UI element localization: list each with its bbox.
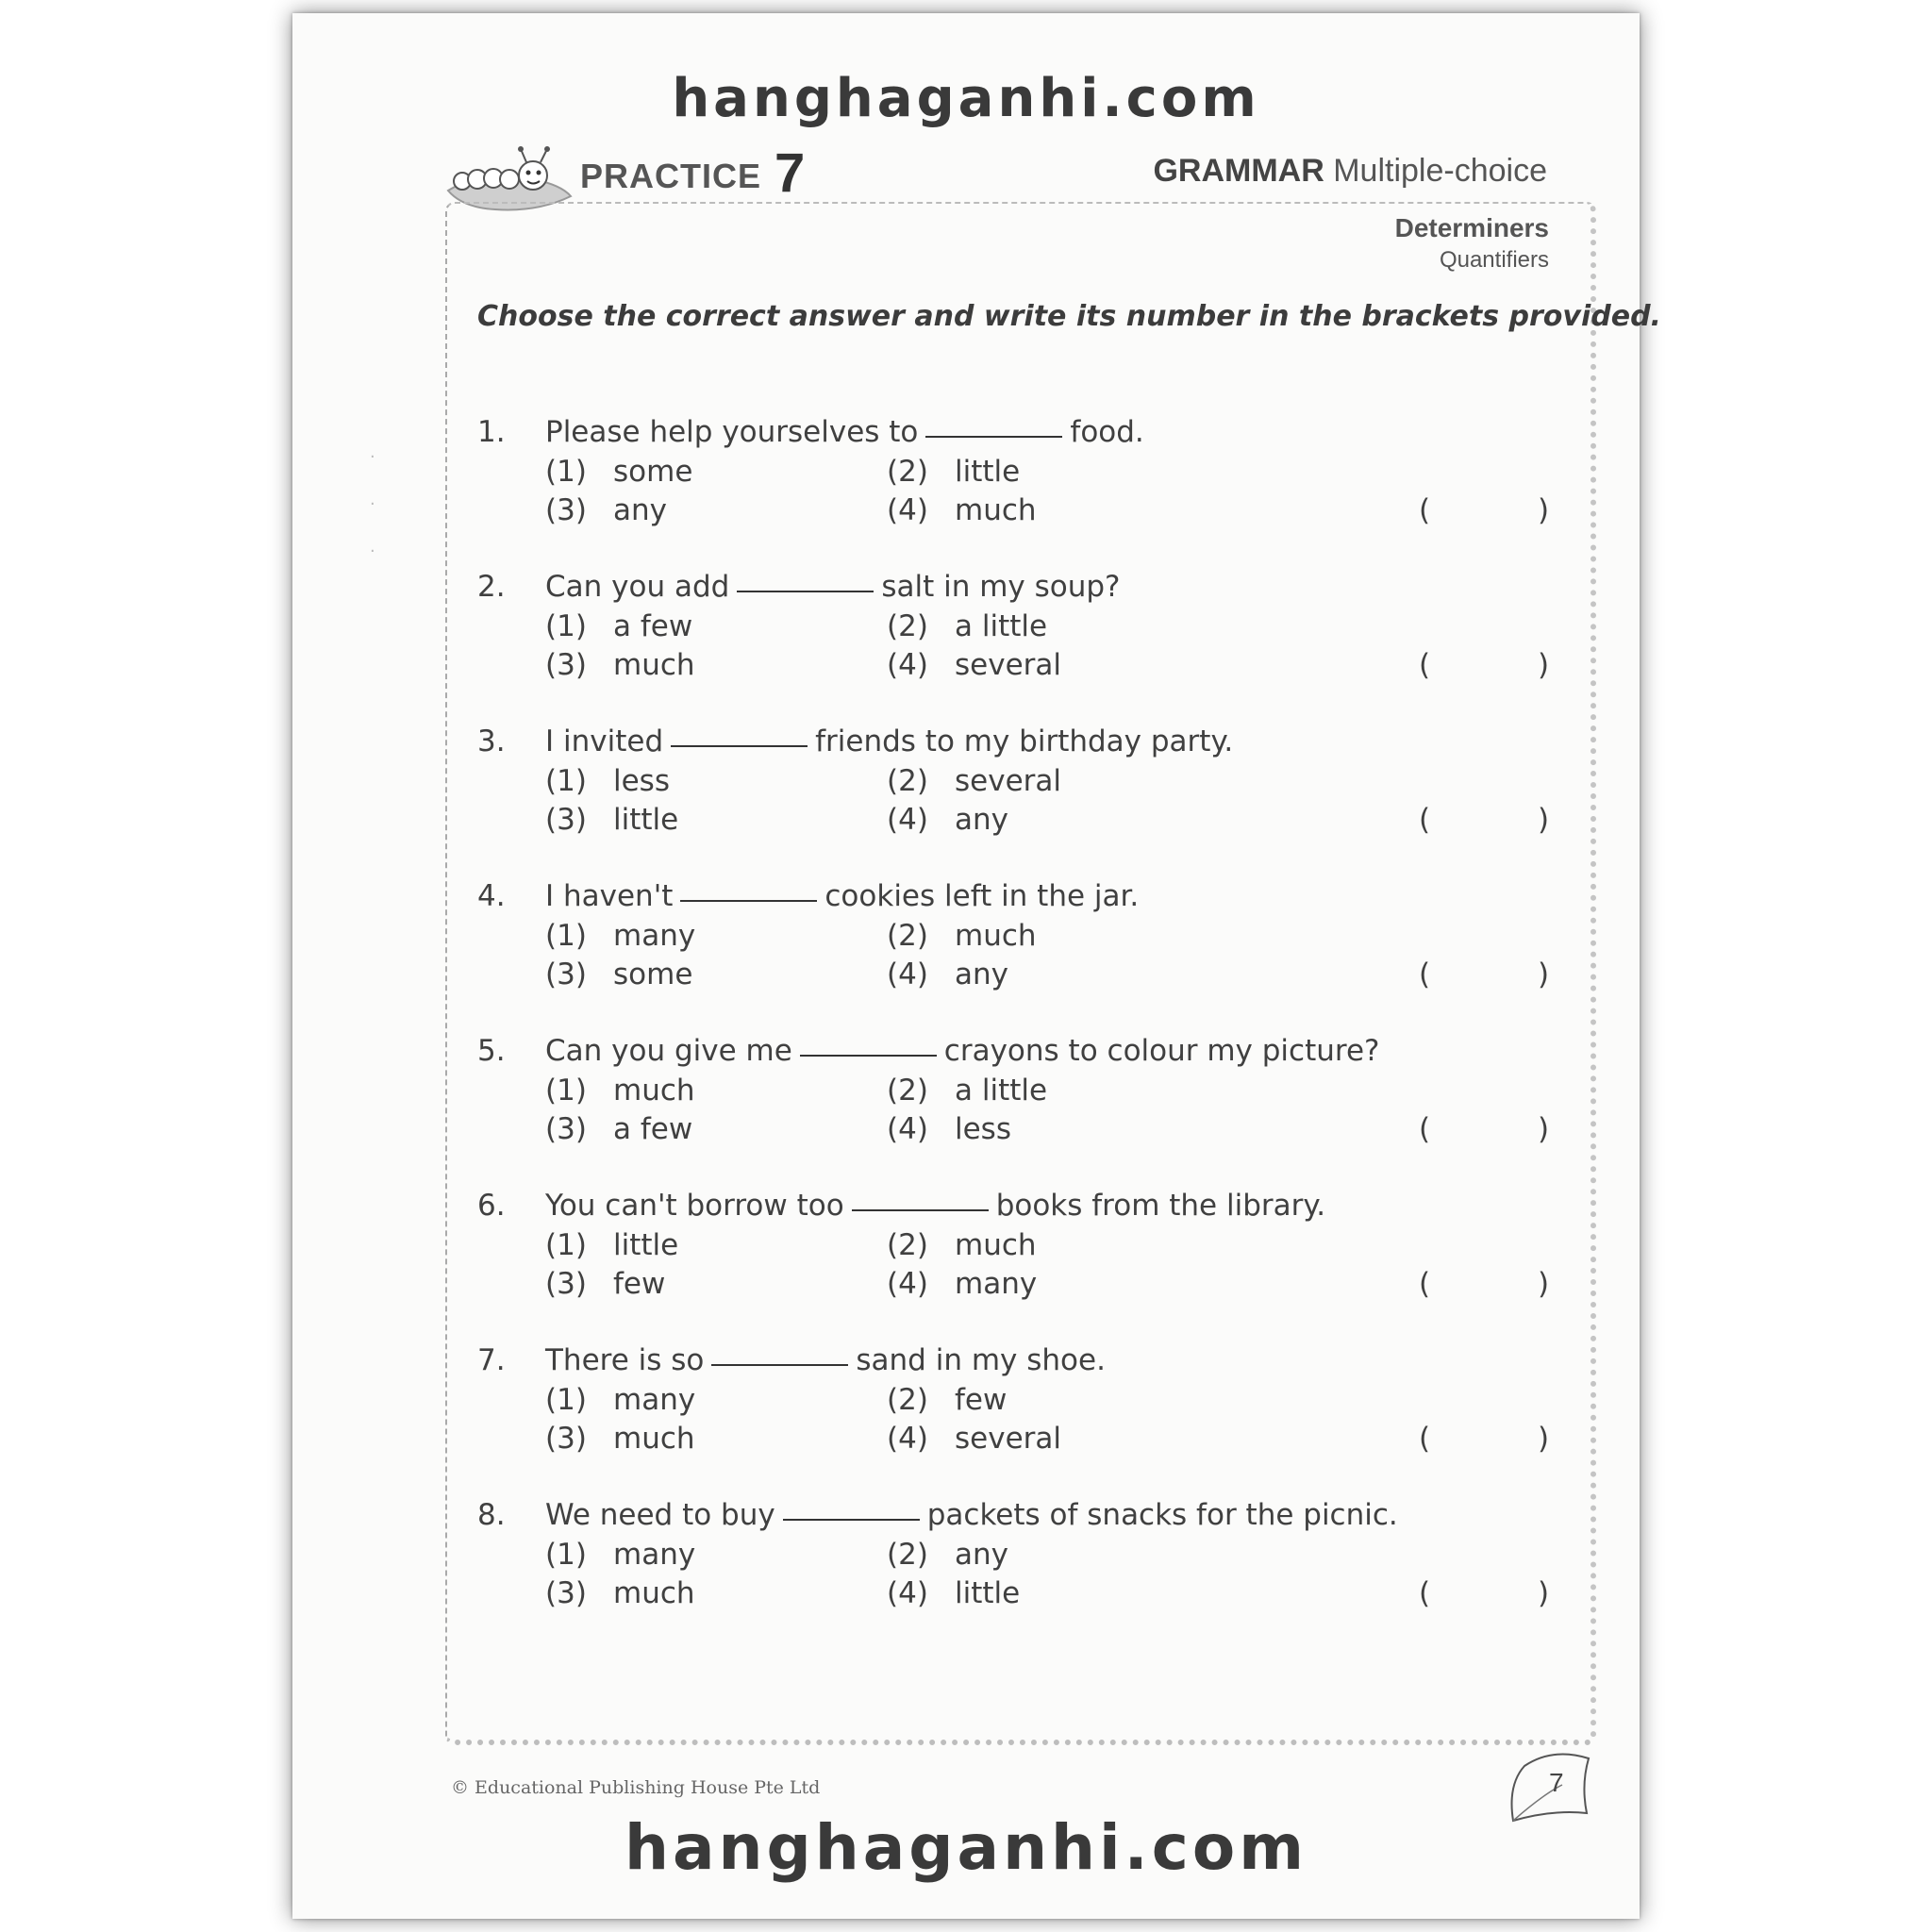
practice-number: 7 — [774, 142, 807, 204]
option-label: (3) — [545, 1112, 587, 1146]
option-text: many — [613, 1383, 696, 1417]
stem-after: sand in my shoe. — [856, 1343, 1106, 1377]
question-item — [477, 415, 1560, 570]
option-label: (3) — [545, 1267, 587, 1301]
option-label: (4) — [887, 958, 928, 991]
option-text: several — [955, 1422, 1061, 1456]
topic-title: Determiners — [1394, 213, 1549, 242]
option-3[interactable] — [545, 493, 667, 527]
option-label: (2) — [887, 1228, 928, 1262]
question-number: 2. — [477, 570, 506, 604]
question-number: 5. — [477, 1034, 506, 1068]
option-4[interactable] — [887, 1267, 1037, 1301]
question-item — [477, 1189, 1560, 1343]
option-3[interactable] — [545, 1576, 695, 1610]
grammar-type: Multiple-choice — [1333, 153, 1547, 189]
question-number: 1. — [477, 415, 506, 449]
answer-bracket-close[interactable]: ) — [1538, 1112, 1550, 1146]
option-label: (1) — [545, 919, 587, 953]
answer-bracket-open[interactable]: ( — [1419, 493, 1431, 527]
option-text: few — [613, 1267, 666, 1301]
answer-bracket-close[interactable]: ) — [1538, 493, 1550, 527]
option-4[interactable] — [887, 958, 1008, 991]
section-heading — [1153, 153, 1547, 190]
option-label: (4) — [887, 1112, 928, 1146]
answer-bracket-close[interactable]: ) — [1538, 648, 1550, 682]
option-text: little — [955, 455, 1021, 489]
option-label: (2) — [887, 1074, 928, 1108]
answer-blank[interactable] — [671, 744, 808, 747]
option-label: (1) — [545, 764, 587, 798]
answer-blank[interactable] — [852, 1208, 989, 1211]
answer-bracket-open[interactable]: ( — [1419, 958, 1431, 991]
option-text: less — [613, 764, 670, 798]
option-label: (1) — [545, 1074, 587, 1108]
answer-bracket-open[interactable]: ( — [1419, 1422, 1431, 1456]
copyright-notice: © Educational Publishing House Pte Ltd — [451, 1777, 821, 1798]
option-4[interactable] — [887, 1112, 1011, 1146]
practice-title — [580, 142, 806, 205]
stem-before: Can you add — [545, 570, 730, 604]
option-label: (1) — [545, 609, 587, 643]
option-text: much — [955, 1228, 1037, 1262]
question-stem — [545, 1034, 1379, 1068]
option-label: (4) — [887, 1576, 928, 1610]
stem-after: books from the library. — [995, 1189, 1326, 1223]
watermark-bottom: hanghaganhi.com — [625, 1811, 1307, 1884]
option-label: (2) — [887, 764, 928, 798]
option-1[interactable] — [545, 1383, 695, 1417]
stem-before: Please help yourselves to — [545, 415, 919, 449]
option-label: (2) — [887, 1383, 928, 1417]
question-number: 8. — [477, 1498, 506, 1532]
option-label: (4) — [887, 1267, 928, 1301]
grammar-label: GRAMMAR — [1153, 153, 1324, 189]
stem-after: cookies left in the jar. — [824, 879, 1140, 913]
option-2[interactable] — [887, 919, 1037, 953]
option-label: (1) — [545, 455, 587, 489]
option-1[interactable] — [545, 1228, 678, 1262]
option-2[interactable] — [887, 764, 1061, 798]
stem-before: There is so — [545, 1343, 705, 1377]
option-text: any — [955, 803, 1008, 837]
option-text: few — [955, 1383, 1008, 1417]
option-label: (2) — [887, 455, 928, 489]
option-label: (4) — [887, 803, 928, 837]
option-3[interactable] — [545, 1422, 695, 1456]
option-text: much — [613, 1576, 695, 1610]
topic-subtitle: Quantifiers — [1439, 247, 1549, 273]
answer-blank[interactable] — [711, 1363, 848, 1366]
question-stem — [545, 1498, 1398, 1532]
question-number: 7. — [477, 1343, 506, 1377]
option-text: many — [613, 919, 696, 953]
option-text: a few — [613, 1112, 693, 1146]
option-text: several — [955, 648, 1061, 682]
option-1[interactable] — [545, 1074, 695, 1108]
option-text: some — [613, 958, 693, 991]
option-text: much — [955, 493, 1037, 527]
question-stem — [545, 570, 1121, 604]
option-1[interactable] — [545, 1538, 695, 1572]
option-label: (3) — [545, 1576, 587, 1610]
stem-after: salt in my soup? — [881, 570, 1121, 604]
question-item — [477, 1034, 1560, 1189]
question-stem — [545, 724, 1233, 758]
option-text: many — [613, 1538, 696, 1572]
option-label: (1) — [545, 1228, 587, 1262]
stem-after: crayons to colour my picture? — [943, 1034, 1380, 1068]
question-number: 4. — [477, 879, 506, 913]
option-text: a little — [955, 609, 1048, 643]
option-text: many — [955, 1267, 1038, 1301]
option-label: (3) — [545, 493, 587, 527]
option-4[interactable] — [887, 648, 1061, 682]
option-text: some — [613, 455, 693, 489]
answer-bracket-close[interactable]: ) — [1538, 803, 1550, 837]
option-3[interactable] — [545, 1267, 665, 1301]
option-2[interactable] — [887, 1228, 1037, 1262]
option-2[interactable] — [887, 1383, 1007, 1417]
option-label: (3) — [545, 648, 587, 682]
stem-before: You can't borrow too — [545, 1189, 844, 1223]
question-item — [477, 570, 1560, 724]
option-text: much — [613, 1074, 695, 1108]
answer-blank[interactable] — [925, 435, 1062, 438]
answer-blank[interactable] — [737, 590, 874, 592]
option-2[interactable] — [887, 455, 1020, 489]
answer-blank[interactable] — [800, 1054, 937, 1057]
answer-bracket-open[interactable]: ( — [1419, 1576, 1431, 1610]
option-label: (2) — [887, 609, 928, 643]
option-label: (4) — [887, 648, 928, 682]
option-3[interactable] — [545, 1112, 692, 1146]
page-number: 7 — [1549, 1768, 1564, 1797]
stem-before: I invited — [545, 724, 664, 758]
answer-bracket-open[interactable]: ( — [1419, 1112, 1431, 1146]
stem-before: I haven't — [545, 879, 674, 913]
answer-bracket-close[interactable]: ) — [1538, 1422, 1550, 1456]
option-label: (3) — [545, 803, 587, 837]
option-4[interactable] — [887, 493, 1037, 527]
question-list — [477, 415, 1560, 1653]
question-stem — [545, 415, 1144, 449]
question-stem — [545, 1343, 1106, 1377]
question-item — [477, 1498, 1560, 1653]
option-text: a little — [955, 1074, 1048, 1108]
stem-after: food. — [1070, 415, 1144, 449]
answer-bracket-close[interactable]: ) — [1538, 1267, 1550, 1301]
stem-after: friends to my birthday party. — [815, 724, 1234, 758]
option-4[interactable] — [887, 1422, 1061, 1456]
option-text: much — [613, 648, 695, 682]
option-text: several — [955, 764, 1061, 798]
option-label: (1) — [545, 1383, 587, 1417]
option-text: any — [955, 958, 1008, 991]
margin-marks: · · · — [370, 447, 375, 561]
question-number: 3. — [477, 724, 506, 758]
option-text: any — [613, 493, 667, 527]
option-text: a few — [613, 609, 693, 643]
topic-block — [1395, 213, 1549, 274]
option-1[interactable] — [545, 764, 670, 798]
option-3[interactable] — [545, 958, 692, 991]
option-3[interactable] — [545, 648, 695, 682]
answer-bracket-open[interactable]: ( — [1419, 648, 1431, 682]
option-label: (3) — [545, 1422, 587, 1456]
option-2[interactable] — [887, 1074, 1047, 1108]
option-text: little — [955, 1576, 1021, 1610]
option-label: (4) — [887, 493, 928, 527]
option-label: (2) — [887, 919, 928, 953]
option-1[interactable] — [545, 919, 695, 953]
option-4[interactable] — [887, 1576, 1020, 1610]
answer-bracket-close[interactable]: ) — [1538, 958, 1550, 991]
stem-before: We need to buy — [545, 1498, 775, 1532]
question-item — [477, 879, 1560, 1034]
question-item — [477, 1343, 1560, 1498]
question-item — [477, 724, 1560, 879]
option-label: (1) — [545, 1538, 587, 1572]
option-text: much — [955, 919, 1037, 953]
watermark-top: hanghaganhi.com — [672, 68, 1260, 129]
option-text: much — [613, 1422, 695, 1456]
question-stem — [545, 879, 1139, 913]
option-label: (2) — [887, 1538, 928, 1572]
option-3[interactable] — [545, 803, 678, 837]
stem-after: packets of snacks for the picnic. — [926, 1498, 1398, 1532]
practice-label: PRACTICE — [580, 157, 762, 195]
option-2[interactable] — [887, 609, 1047, 643]
answer-bracket-open[interactable]: ( — [1419, 803, 1431, 837]
answer-bracket-open[interactable]: ( — [1419, 1267, 1431, 1301]
option-4[interactable] — [887, 803, 1008, 837]
option-label: (3) — [545, 958, 587, 991]
answer-blank[interactable] — [783, 1518, 920, 1521]
option-1[interactable] — [545, 455, 692, 489]
question-number: 6. — [477, 1189, 506, 1223]
option-text: little — [613, 803, 679, 837]
option-text: less — [955, 1112, 1011, 1146]
option-2[interactable] — [887, 1538, 1008, 1572]
instruction-text: Choose the correct answer and write its number in the brackets provided. — [477, 300, 1661, 333]
option-text: little — [613, 1228, 679, 1262]
option-label: (4) — [887, 1422, 928, 1456]
option-1[interactable] — [545, 609, 692, 643]
answer-blank[interactable] — [680, 899, 817, 902]
answer-bracket-close[interactable]: ) — [1538, 1576, 1550, 1610]
stem-before: Can you give me — [545, 1034, 792, 1068]
question-stem — [545, 1189, 1325, 1223]
option-text: any — [955, 1538, 1008, 1572]
